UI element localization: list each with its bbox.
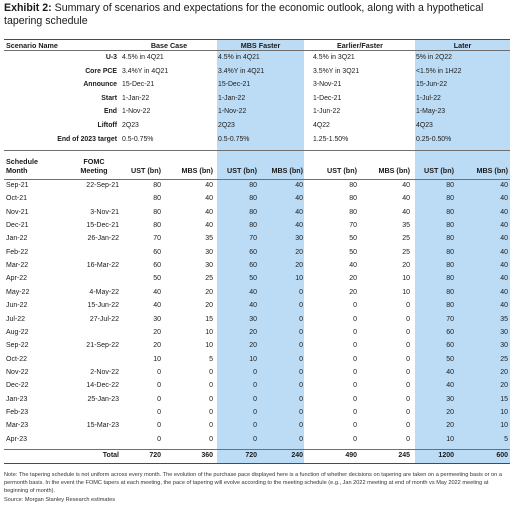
- later-mbs: 25: [500, 355, 508, 363]
- earlier-mbs: 0: [406, 368, 410, 376]
- mbsfaster-ust: 0: [253, 395, 257, 403]
- earlier-mbs: 0: [406, 395, 410, 403]
- fomc-meeting: 25-Jan-23: [87, 395, 119, 403]
- mbsfaster-mbs: 0: [299, 395, 303, 403]
- earlier-ust: 0: [353, 435, 357, 443]
- mbsfaster-mbs: 40: [295, 182, 303, 189]
- schedule-month: Nov-21: [6, 208, 29, 216]
- earlier-ust: 80: [349, 208, 357, 216]
- earlier-mbs-header: MBS (bn): [378, 166, 410, 175]
- mbsfaster-mbs: 0: [299, 435, 303, 443]
- mbsfaster-ust: 10: [249, 355, 257, 363]
- fomc-meeting: 27-Jul-22: [89, 315, 119, 323]
- schedule-row: [4, 369, 510, 379]
- mbsfaster-mbs: 40: [295, 222, 303, 230]
- mbsfaster-ust: 80: [249, 195, 257, 203]
- scenario-row: [4, 68, 510, 78]
- later-mbs: 40: [500, 302, 508, 310]
- schedule-row: [4, 382, 510, 392]
- later-mbs: 20: [500, 382, 508, 390]
- fomc-meeting: 22-Sep-21: [86, 182, 119, 189]
- schedule-row: [4, 342, 510, 352]
- base-mbs: 0: [209, 422, 213, 430]
- earlier-faster-value: 4Q22: [313, 122, 330, 129]
- later-ust: 20: [446, 422, 454, 430]
- rule-under-schedule-header: [4, 179, 510, 180]
- mbsfaster-ust: 40: [249, 288, 257, 296]
- scenario-row: [4, 81, 510, 91]
- later-ust: 40: [446, 382, 454, 390]
- earlier-mbs: 40: [402, 208, 410, 216]
- schedule-month-header-2: Month: [6, 166, 28, 175]
- later-ust: 80: [446, 208, 454, 216]
- schedule-month: Jan-22: [6, 235, 28, 243]
- earlier-mbs: 0: [406, 435, 410, 443]
- base-case-value: 15-Dec-21: [122, 81, 155, 89]
- base-ust: 0: [157, 408, 161, 416]
- fomc-meeting: 16-Mar-22: [86, 262, 119, 270]
- later-mbs: 40: [500, 262, 508, 270]
- base-ust: 80: [153, 195, 161, 203]
- total-later-mbs: 600: [496, 452, 508, 459]
- schedule-month-header-1: Schedule: [6, 157, 38, 166]
- schedule-month: Jan-23: [6, 395, 28, 403]
- mbs-faster-value: 0.5-0.75%: [218, 135, 250, 143]
- schedule-month: May-22: [6, 288, 30, 296]
- scenario-row: [4, 136, 510, 146]
- schedule-month: Nov-22: [6, 368, 29, 376]
- earlier-ust: 0: [353, 395, 357, 403]
- base-case-value: 3.4%Y in 4Q21: [122, 67, 169, 75]
- scenario-row: [4, 54, 510, 64]
- base-case-header: Base Case: [150, 41, 188, 50]
- schedule-month: Dec-22: [6, 382, 29, 390]
- mbsfaster-ust: 0: [253, 408, 257, 416]
- schedule-row: [4, 356, 510, 366]
- scenario-row: [4, 108, 510, 118]
- schedule-month: Dec-21: [6, 222, 29, 230]
- earlier-faster-value: 3-Nov-21: [313, 81, 342, 89]
- later-value: 15-Jun-22: [416, 81, 448, 89]
- later-header: Later: [453, 41, 472, 50]
- scenario-name-header: Scenario Name: [6, 41, 58, 50]
- later-value: <1.5% in 1H22: [416, 67, 462, 75]
- later-ust: 80: [446, 182, 454, 189]
- mbs-faster-header: MBS Faster: [240, 41, 281, 50]
- exhibit-caption: Summary of scenarios and expectations for the economic outlook, along with a hypothetical tapering schedule: [4, 2, 484, 27]
- base-ust: 50: [153, 275, 161, 283]
- earlier-faster-header: Earlier/Faster: [337, 41, 383, 50]
- schedule-row: [4, 302, 510, 312]
- schedule-month: Mar-23: [6, 422, 29, 430]
- earlier-mbs: 10: [402, 275, 410, 283]
- rule-under-scenarios: [4, 150, 510, 151]
- base-mbs: 10: [205, 342, 213, 350]
- later-mbs: 30: [500, 328, 508, 336]
- scenario-header-row: [4, 41, 510, 50]
- schedule-month: Apr-22: [6, 275, 28, 283]
- mbsfaster-mbs: 20: [295, 248, 303, 256]
- earlier-mbs: 0: [406, 328, 410, 336]
- total-earlier-mbs: 245: [398, 452, 410, 459]
- base-ust-header: UST (bn): [131, 166, 161, 175]
- mbsfaster-mbs: 0: [299, 328, 303, 336]
- later-mbs: 40: [500, 235, 508, 243]
- scenario-label: Start: [101, 94, 117, 102]
- earlier-faster-value: 1-Dec-21: [313, 94, 342, 102]
- later-mbs: 10: [500, 422, 508, 430]
- earlier-ust: 50: [349, 235, 357, 243]
- fomc-meeting: 4-May-22: [89, 288, 119, 296]
- total-earlier-ust: 490: [345, 452, 357, 459]
- earlier-ust: 80: [349, 195, 357, 203]
- base-mbs-header: MBS (bn): [181, 166, 213, 175]
- mbsfaster-ust-header: UST (bn): [227, 166, 257, 175]
- mbsfaster-mbs: 30: [295, 235, 303, 243]
- schedule-row: [4, 396, 510, 406]
- mbsfaster-mbs: 0: [299, 342, 303, 350]
- later-value: 4Q23: [416, 122, 433, 129]
- total-base-mbs: 360: [201, 452, 213, 459]
- mbs-faster-value: 1-Jan-22: [218, 94, 246, 102]
- base-ust: 80: [153, 222, 161, 230]
- earlier-ust: 0: [353, 422, 357, 430]
- base-ust: 0: [157, 395, 161, 403]
- mbsfaster-ust: 0: [253, 382, 257, 390]
- base-mbs: 40: [205, 182, 213, 189]
- mbsfaster-mbs: 0: [299, 422, 303, 430]
- mbsfaster-ust: 70: [249, 235, 257, 243]
- later-mbs: 40: [500, 182, 508, 189]
- earlier-mbs: 0: [406, 355, 410, 363]
- mbsfaster-mbs: 10: [295, 275, 303, 283]
- fomc-meeting: 15-Dec-21: [86, 222, 119, 230]
- earlier-mbs: 20: [402, 262, 410, 270]
- later-ust: 80: [446, 235, 454, 243]
- base-mbs: 5: [209, 355, 213, 363]
- schedule-month: Apr-23: [6, 435, 28, 443]
- earlier-mbs: 0: [406, 302, 410, 310]
- mbs-faster-value: 2Q23: [218, 122, 235, 129]
- base-mbs: 10: [205, 328, 213, 336]
- mbs-faster-value: 15-Dec-21: [218, 81, 251, 89]
- earlier-mbs: 0: [406, 342, 410, 350]
- base-case-value: 4.5% in 4Q21: [122, 54, 164, 61]
- mbsfaster-mbs: 0: [299, 302, 303, 310]
- rule-above-total: [4, 449, 510, 450]
- fomc-meeting: 2-Nov-22: [90, 368, 119, 376]
- base-mbs: 40: [205, 195, 213, 203]
- base-ust: 0: [157, 382, 161, 390]
- fomc-meeting: 14-Dec-22: [86, 382, 119, 390]
- base-mbs: 0: [209, 435, 213, 443]
- base-case-value: 0.5-0.75%: [122, 135, 154, 143]
- schedule-row: [4, 316, 510, 326]
- mbsfaster-ust: 20: [249, 342, 257, 350]
- schedule-month: Oct-21: [6, 195, 28, 203]
- base-ust: 40: [153, 302, 161, 310]
- base-ust: 80: [153, 182, 161, 189]
- base-ust: 70: [153, 235, 161, 243]
- earlier-ust: 20: [349, 288, 357, 296]
- rule-top: [4, 39, 510, 40]
- mbsfaster-mbs: 0: [299, 315, 303, 323]
- exhibit-label: Exhibit 2:: [4, 2, 52, 14]
- total-base-ust: 720: [149, 452, 161, 459]
- base-mbs: 35: [205, 235, 213, 243]
- mbs-faster-value: 3.4%Y in 4Q21: [218, 67, 265, 75]
- later-ust: 20: [446, 408, 454, 416]
- mbsfaster-ust: 80: [249, 182, 257, 189]
- earlier-ust: 0: [353, 368, 357, 376]
- earlier-ust: 0: [353, 355, 357, 363]
- earlier-ust: 0: [353, 315, 357, 323]
- mbsfaster-ust: 80: [249, 208, 257, 216]
- later-ust: 80: [446, 288, 454, 296]
- base-ust: 10: [153, 355, 161, 363]
- earlier-faster-value: 1-Jun-22: [313, 108, 341, 116]
- fomc-meeting-header-1: FOMC: [83, 157, 105, 166]
- schedule-row: [4, 262, 510, 272]
- earlier-mbs: 0: [406, 422, 410, 430]
- total-later-ust: 1200: [438, 452, 454, 459]
- schedule-row: [4, 182, 510, 192]
- scenario-row: [4, 122, 510, 132]
- base-mbs: 40: [205, 222, 213, 230]
- mbsfaster-mbs: 0: [299, 288, 303, 296]
- mbsfaster-mbs: 40: [295, 208, 303, 216]
- later-mbs: 40: [500, 275, 508, 283]
- base-mbs: 40: [205, 208, 213, 216]
- mbs-faster-value: 4.5% in 4Q21: [218, 54, 260, 61]
- base-ust: 0: [157, 422, 161, 430]
- scenario-label: Liftoff: [97, 122, 117, 129]
- later-ust: 60: [446, 328, 454, 336]
- earlier-mbs: 0: [406, 315, 410, 323]
- schedule-row: [4, 209, 510, 219]
- earlier-ust: 70: [349, 222, 357, 230]
- schedule-month: Jul-22: [6, 315, 26, 323]
- mbsfaster-mbs: 20: [295, 262, 303, 270]
- mbsfaster-mbs: 0: [299, 368, 303, 376]
- base-ust: 0: [157, 368, 161, 376]
- later-mbs: 30: [500, 342, 508, 350]
- base-mbs: 30: [205, 248, 213, 256]
- later-ust-header: UST (bn): [424, 166, 454, 175]
- earlier-ust: 80: [349, 182, 357, 189]
- fomc-meeting: 3-Nov-21: [90, 208, 119, 216]
- total-label: Total: [102, 452, 119, 459]
- footnote: Note: The tapering schedule is not uniform across every month. The evolution of the purchase pace displayed here is a function of whether decisions on tapering are taken on a permeeting basis or on a permonth basis. In the event the FOMC tapers at each meeting, the pace of tapering will evolve according to the meeting schedule (e.g., Jan 2022 meeting at end of month vs May 2022 meeting at beginning of month).: [4, 472, 502, 495]
- later-ust: 50: [446, 355, 454, 363]
- mbsfaster-ust: 30: [249, 315, 257, 323]
- fomc-meeting-header-2: Meeting: [80, 166, 108, 175]
- fomc-meeting: 26-Jan-22: [87, 235, 119, 243]
- later-value: 5% in 2Q22: [416, 54, 453, 61]
- earlier-mbs: 0: [406, 382, 410, 390]
- base-ust: 60: [153, 262, 161, 270]
- scenario-label: U-3: [105, 54, 117, 61]
- schedule-row: [4, 235, 510, 245]
- fomc-meeting: 15-Mar-23: [86, 422, 119, 430]
- total-mbsfaster-ust: 720: [245, 452, 257, 459]
- earlier-mbs: 40: [402, 182, 410, 189]
- earlier-faster-value: 4.5% in 3Q21: [313, 54, 355, 61]
- schedule-month: Oct-22: [6, 355, 28, 363]
- later-ust: 40: [446, 368, 454, 376]
- schedule-month: Aug-22: [6, 328, 29, 336]
- schedule-month: Jun-22: [6, 302, 28, 310]
- later-ust: 30: [446, 395, 454, 403]
- later-ust: 80: [446, 262, 454, 270]
- earlier-mbs: 0: [406, 408, 410, 416]
- base-mbs: 0: [209, 408, 213, 416]
- later-mbs-header: MBS (bn): [476, 166, 508, 175]
- base-ust: 40: [153, 288, 161, 296]
- schedule-header-row: [4, 155, 510, 177]
- mbsfaster-ust: 60: [249, 248, 257, 256]
- earlier-mbs: 25: [402, 248, 410, 256]
- earlier-ust: 0: [353, 302, 357, 310]
- rule-under-scenario-header: [4, 50, 510, 51]
- schedule-row: [4, 289, 510, 299]
- base-ust: 20: [153, 328, 161, 336]
- mbsfaster-ust: 0: [253, 422, 257, 430]
- later-mbs: 35: [500, 315, 508, 323]
- base-mbs: 0: [209, 368, 213, 376]
- later-ust: 80: [446, 302, 454, 310]
- later-ust: 60: [446, 342, 454, 350]
- earlier-ust: 50: [349, 248, 357, 256]
- mbsfaster-ust: 60: [249, 262, 257, 270]
- earlier-ust: 0: [353, 382, 357, 390]
- schedule-row: [4, 436, 510, 446]
- earlier-ust-header: UST (bn): [327, 166, 357, 175]
- mbsfaster-ust: 0: [253, 368, 257, 376]
- earlier-ust: 0: [353, 342, 357, 350]
- earlier-faster-value: 3.5%Y in 3Q21: [313, 67, 360, 75]
- schedule-month: Feb-23: [6, 408, 29, 416]
- total-row: [4, 452, 510, 462]
- fomc-meeting: 15-Jun-22: [87, 302, 119, 310]
- mbsfaster-mbs: 0: [299, 355, 303, 363]
- schedule-row: [4, 195, 510, 205]
- mbsfaster-mbs: 0: [299, 408, 303, 416]
- mbsfaster-ust: 20: [249, 328, 257, 336]
- scenario-row: [4, 95, 510, 105]
- later-ust: 80: [446, 275, 454, 283]
- later-mbs: 40: [500, 288, 508, 296]
- base-mbs: 25: [205, 275, 213, 283]
- schedule-row: [4, 222, 510, 232]
- base-mbs: 15: [205, 315, 213, 323]
- mbsfaster-ust: 40: [249, 302, 257, 310]
- earlier-ust: 0: [353, 408, 357, 416]
- later-mbs: 40: [500, 195, 508, 203]
- base-ust: 30: [153, 315, 161, 323]
- schedule-month: Feb-22: [6, 248, 29, 256]
- base-ust: 20: [153, 342, 161, 350]
- earlier-mbs: 35: [402, 222, 410, 230]
- base-mbs: 20: [205, 302, 213, 310]
- schedule-row: [4, 422, 510, 432]
- schedule-month: Sep-22: [6, 342, 29, 350]
- mbsfaster-mbs: 0: [299, 382, 303, 390]
- base-mbs: 0: [209, 395, 213, 403]
- base-ust: 80: [153, 208, 161, 216]
- base-ust: 0: [157, 435, 161, 443]
- later-ust: 80: [446, 222, 454, 230]
- mbs-faster-value: 1-Nov-22: [218, 108, 247, 116]
- rule-bottom: [4, 463, 510, 464]
- scenario-label: End: [103, 108, 117, 116]
- later-ust: 80: [446, 248, 454, 256]
- schedule-month: Mar-22: [6, 262, 29, 270]
- later-mbs: 10: [500, 408, 508, 416]
- fomc-meeting: 21-Sep-22: [86, 342, 119, 350]
- base-mbs: 30: [205, 262, 213, 270]
- later-ust: 10: [446, 435, 454, 443]
- later-mbs: 40: [500, 222, 508, 230]
- later-mbs: 40: [500, 208, 508, 216]
- schedule-row: [4, 409, 510, 419]
- mbsfaster-mbs: 40: [295, 195, 303, 203]
- mbsfaster-ust: 80: [249, 222, 257, 230]
- base-case-value: 1-Jan-22: [122, 94, 150, 102]
- scenario-label: Announce: [83, 81, 117, 89]
- earlier-mbs: 10: [402, 288, 410, 296]
- earlier-ust: 0: [353, 328, 357, 336]
- base-mbs: 20: [205, 288, 213, 296]
- schedule-row: [4, 329, 510, 339]
- base-ust: 60: [153, 248, 161, 256]
- scenario-label: Core PCE: [85, 67, 117, 75]
- earlier-ust: 40: [349, 262, 357, 270]
- later-ust: 70: [446, 315, 454, 323]
- schedule-month: Sep-21: [6, 182, 29, 189]
- base-mbs: 0: [209, 382, 213, 390]
- mbsfaster-ust: 0: [253, 435, 257, 443]
- total-mbsfaster-mbs: 240: [291, 452, 303, 459]
- schedule-row: [4, 275, 510, 285]
- source-line: Source: Morgan Stanley Research estimates: [4, 497, 115, 503]
- later-mbs: 40: [500, 248, 508, 256]
- exhibit-title: [4, 2, 509, 28]
- schedule-row: [4, 249, 510, 259]
- earlier-faster-value: 1.25-1.50%: [313, 135, 349, 143]
- later-mbs: 20: [500, 368, 508, 376]
- later-ust: 80: [446, 195, 454, 203]
- scenario-label: End of 2023 target: [57, 135, 117, 143]
- later-mbs: 5: [504, 435, 508, 443]
- later-mbs: 15: [500, 395, 508, 403]
- later-value: 1-Jul-22: [416, 94, 441, 102]
- earlier-mbs: 25: [402, 235, 410, 243]
- later-value: 0.25-0.50%: [416, 135, 452, 143]
- mbsfaster-ust: 50: [249, 275, 257, 283]
- base-case-value: 2Q23: [122, 122, 139, 129]
- later-value: 1-May-23: [416, 108, 446, 116]
- base-case-value: 1-Nov-22: [122, 108, 151, 116]
- earlier-ust: 20: [349, 275, 357, 283]
- mbsfaster-mbs-header: MBS (bn): [271, 166, 303, 175]
- earlier-mbs: 40: [402, 195, 410, 203]
